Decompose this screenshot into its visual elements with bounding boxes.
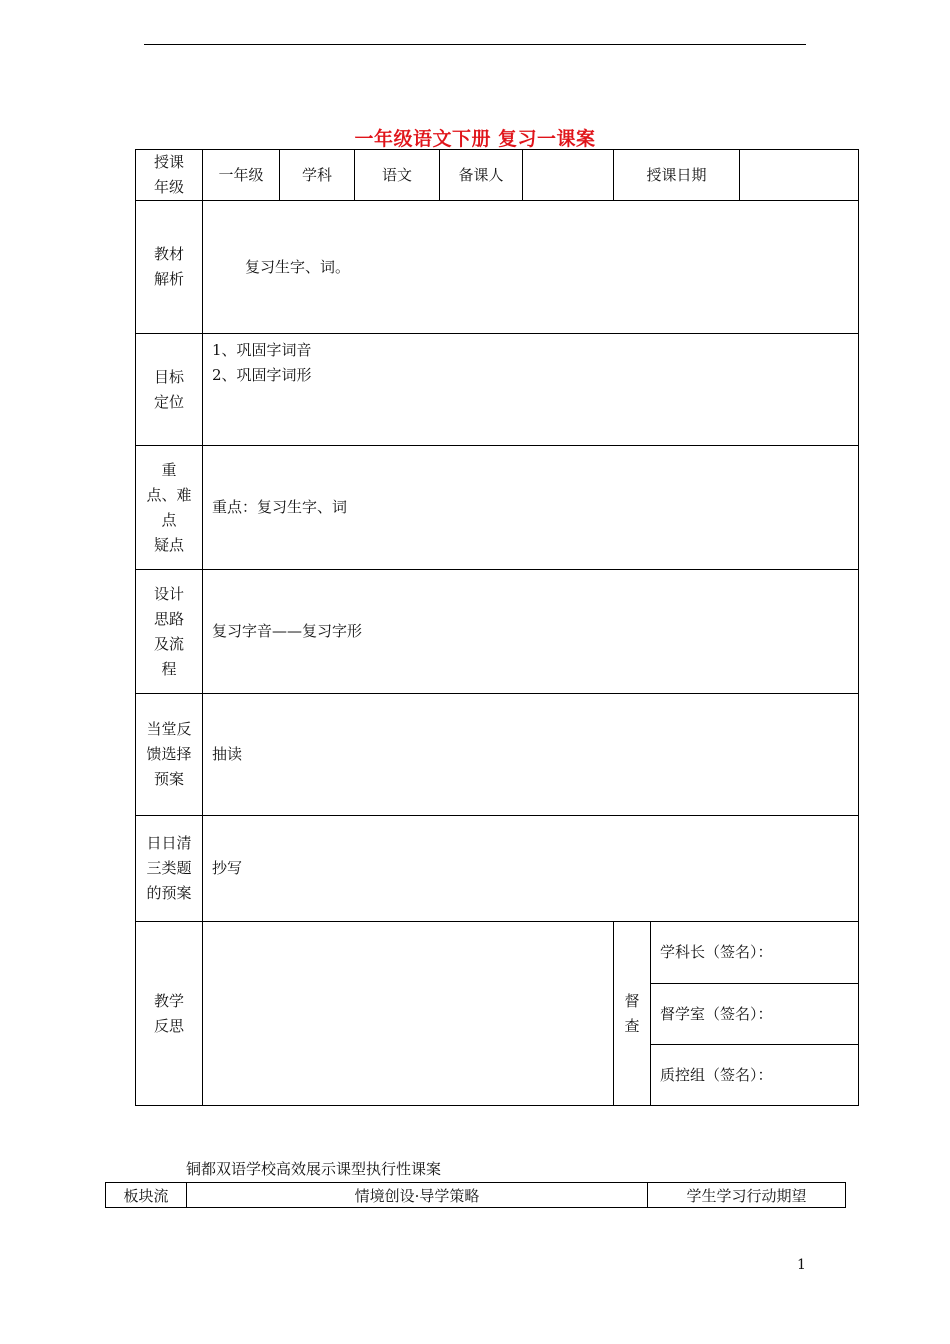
section-label: 重 点、难 点 疑点 bbox=[136, 446, 203, 570]
signature-quality-control: 质控组（签名）： bbox=[651, 1045, 859, 1106]
section-label: 教材 解析 bbox=[136, 201, 203, 334]
section-row-textbook bbox=[136, 201, 859, 334]
column-header: 板块流 bbox=[106, 1183, 187, 1208]
reflection-content bbox=[203, 922, 614, 1106]
section-content: 1、巩固字词音 2、巩固字词形 bbox=[203, 334, 859, 446]
column-header: 学生学习行动期望 bbox=[648, 1183, 846, 1208]
subject-value: 语文 bbox=[355, 150, 440, 201]
section-row-daily bbox=[136, 816, 859, 922]
section-label: 当堂反 馈选择 预案 bbox=[136, 694, 203, 816]
section-label: 日日清 三类题 的预案 bbox=[136, 816, 203, 922]
preparer-value bbox=[523, 150, 614, 201]
grade-label-text: 授课 年级 bbox=[153, 153, 184, 196]
section-row-keypoints bbox=[136, 446, 859, 570]
section-row-design bbox=[136, 570, 859, 694]
section-label: 目标 定位 bbox=[136, 334, 203, 446]
grade-value: 一年级 bbox=[203, 150, 280, 201]
header-row bbox=[136, 150, 859, 201]
supervise-label: 督 查 bbox=[614, 922, 651, 1106]
grade-label bbox=[136, 150, 203, 201]
lesson-plan-table bbox=[135, 149, 859, 1106]
preparer-label: 备课人 bbox=[440, 150, 523, 201]
column-header: 情境创设·导学策略 bbox=[187, 1183, 648, 1208]
section-row-goals bbox=[136, 334, 859, 446]
section-row-feedback bbox=[136, 694, 859, 816]
date-value bbox=[740, 150, 859, 201]
execution-plan-header bbox=[106, 1183, 846, 1208]
subject-label: 学科 bbox=[280, 150, 355, 201]
section-content: 抽读 bbox=[203, 694, 859, 816]
page-number: 1 bbox=[797, 1257, 806, 1273]
footer-caption: 铜都双语学校高效展示课型执行性课案 bbox=[186, 1160, 442, 1178]
execution-plan-table bbox=[105, 1182, 846, 1208]
section-content: 抄写 bbox=[203, 816, 859, 922]
section-content: 复习字音——复习字形 bbox=[203, 570, 859, 694]
section-label: 设计 思路 及流 程 bbox=[136, 570, 203, 694]
page-title: 一年级语文下册 复习一课案 bbox=[354, 128, 596, 150]
reflection-label: 教学 反思 bbox=[136, 922, 203, 1106]
section-content: 重点：复习生字、词 bbox=[203, 446, 859, 570]
reflection-row bbox=[136, 922, 859, 984]
section-content: 复习生字、词。 bbox=[203, 201, 859, 334]
date-label: 授课日期 bbox=[614, 150, 740, 201]
signature-subject-head: 学科长（签名）： bbox=[651, 922, 859, 984]
signature-supervision-office: 督学室（签名）： bbox=[651, 984, 859, 1045]
header-rule bbox=[144, 44, 806, 45]
